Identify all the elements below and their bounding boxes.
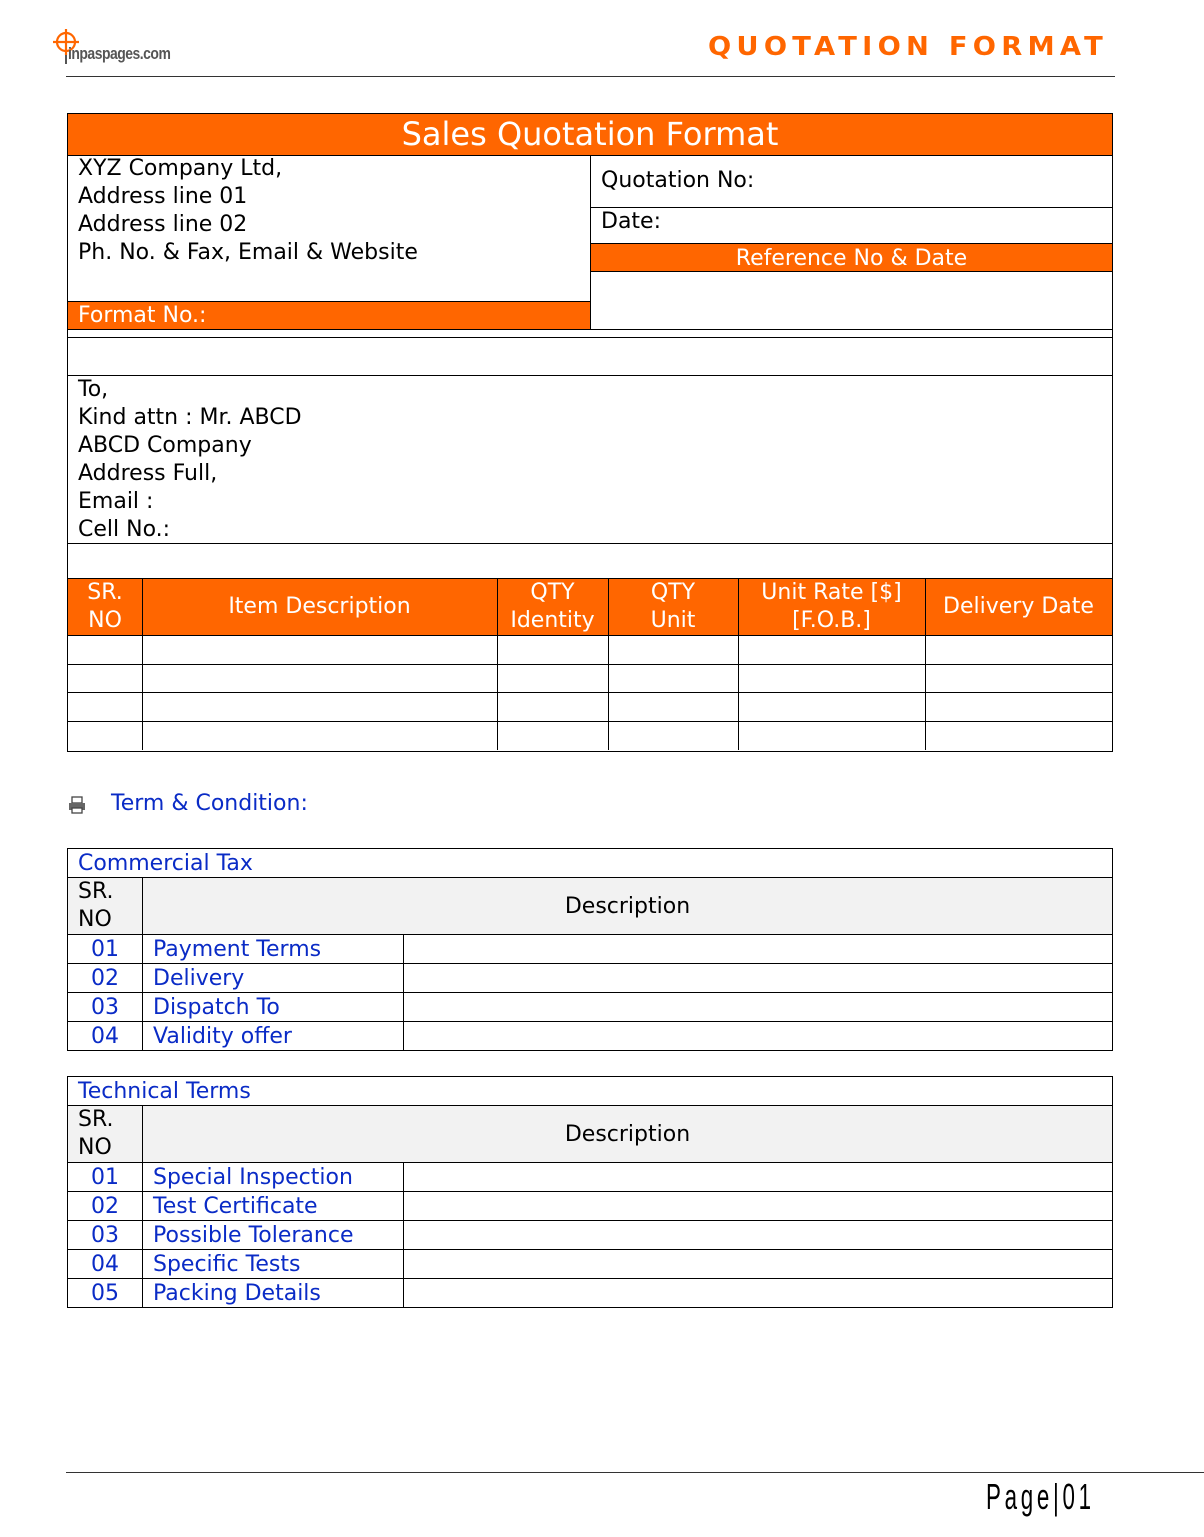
format-no-label: Format No.:: [68, 301, 590, 329]
commercial-tax-table: [67, 848, 1113, 1051]
commercial-row-sr: 01: [68, 935, 143, 964]
technical-sr-header: SR. NO: [68, 1106, 143, 1163]
technical-row-label: Packing Details: [143, 1279, 404, 1308]
divider: [68, 337, 1112, 338]
commercial-row-value: [404, 993, 1113, 1022]
commercial-row-sr: 03: [68, 993, 143, 1022]
reference-no-date-label: Reference No & Date: [591, 243, 1112, 272]
commercial-row-label: Payment Terms: [143, 935, 404, 964]
technical-row-label: Specific Tests: [143, 1250, 404, 1279]
logo-text: inpaspages.com: [68, 44, 171, 63]
items-col-description: Item Description: [228, 594, 411, 619]
technical-row-sr: 04: [68, 1250, 143, 1279]
company-address-2: Address line 02: [78, 212, 248, 237]
commercial-row-label: Validity offer: [143, 1022, 404, 1051]
document-title: QUOTATION FORMAT: [707, 32, 1108, 62]
table-row: [68, 1221, 1113, 1250]
recipient-company: ABCD Company: [78, 433, 252, 458]
recipient-address: Address Full,: [78, 461, 218, 486]
company-block: [78, 155, 418, 267]
commercial-description-header: Description: [143, 878, 1113, 935]
technical-row-sr: 05: [68, 1279, 143, 1308]
recipient-attn: Kind attn : Mr. ABCD: [78, 405, 302, 430]
technical-row-sr: 01: [68, 1163, 143, 1192]
table-row: [68, 692, 1112, 693]
divider: [68, 543, 1112, 544]
technical-row-label: Possible Tolerance: [143, 1221, 404, 1250]
items-col-delivery-date: Delivery Date: [943, 594, 1094, 619]
technical-row-value: [404, 1279, 1113, 1308]
commercial-row-sr: 04: [68, 1022, 143, 1051]
commercial-row-value: [404, 964, 1113, 993]
company-contact: Ph. No. & Fax, Email & Website: [78, 240, 418, 265]
items-col-sr: SR. NO: [87, 580, 123, 633]
technical-row-label: Special Inspection: [143, 1163, 404, 1192]
divider: [68, 329, 1112, 330]
date-label: Date:: [601, 209, 661, 234]
table-row: [68, 1192, 1113, 1221]
table-row: [68, 993, 1113, 1022]
commercial-row-value: [404, 1022, 1113, 1051]
technical-description-header: Description: [143, 1106, 1113, 1163]
items-col-qty-identity: QTY Identity: [510, 580, 595, 633]
company-address-1: Address line 01: [78, 184, 248, 209]
commercial-tax-title: Commercial Tax: [68, 849, 1113, 878]
divider: [738, 579, 739, 750]
technical-row-sr: 03: [68, 1221, 143, 1250]
technical-row-value: [404, 1163, 1113, 1192]
printer-icon: [68, 796, 86, 814]
divider: [925, 579, 926, 750]
footer-divider: [66, 1472, 1204, 1473]
commercial-row-value: [404, 935, 1113, 964]
divider: [142, 579, 143, 750]
page-number: Page|01: [986, 1476, 1095, 1517]
table-row: [68, 721, 1112, 722]
recipient-email: Email :: [78, 489, 154, 514]
technical-row-value: [404, 1250, 1113, 1279]
technical-row-sr: 02: [68, 1192, 143, 1221]
technical-terms-table: [67, 1076, 1113, 1308]
recipient-block: [78, 376, 302, 544]
recipient-cell: Cell No.:: [78, 517, 171, 542]
items-col-qty-unit: QTY Unit: [650, 580, 696, 633]
table-row: [68, 1250, 1113, 1279]
technical-row-label: Test Certificate: [143, 1192, 404, 1221]
table-row: [68, 964, 1113, 993]
header-divider: [66, 76, 1115, 77]
technical-row-value: [404, 1192, 1113, 1221]
quotation-no-label: Quotation No:: [601, 168, 755, 193]
items-col-unit-rate: Unit Rate [$] [F.O.B.]: [761, 580, 902, 633]
commercial-row-sr: 02: [68, 964, 143, 993]
table-row: [68, 1279, 1113, 1308]
divider: [591, 207, 1112, 208]
table-row: [68, 664, 1112, 665]
form-title: Sales Quotation Format: [68, 114, 1112, 155]
divider: [608, 579, 609, 750]
terms-heading: Term & Condition:: [111, 791, 308, 816]
table-row: [68, 635, 1112, 636]
technical-terms-title: Technical Terms: [68, 1077, 1113, 1106]
technical-row-value: [404, 1221, 1113, 1250]
table-row: [68, 1163, 1113, 1192]
recipient-to: To,: [78, 377, 109, 402]
company-name: XYZ Company Ltd,: [78, 156, 283, 181]
commercial-row-label: Delivery: [143, 964, 404, 993]
commercial-row-label: Dispatch To: [143, 993, 404, 1022]
table-row: [68, 1022, 1113, 1051]
divider: [590, 155, 591, 329]
divider: [497, 579, 498, 750]
table-row: [68, 935, 1113, 964]
commercial-sr-header: SR. NO: [68, 878, 143, 935]
